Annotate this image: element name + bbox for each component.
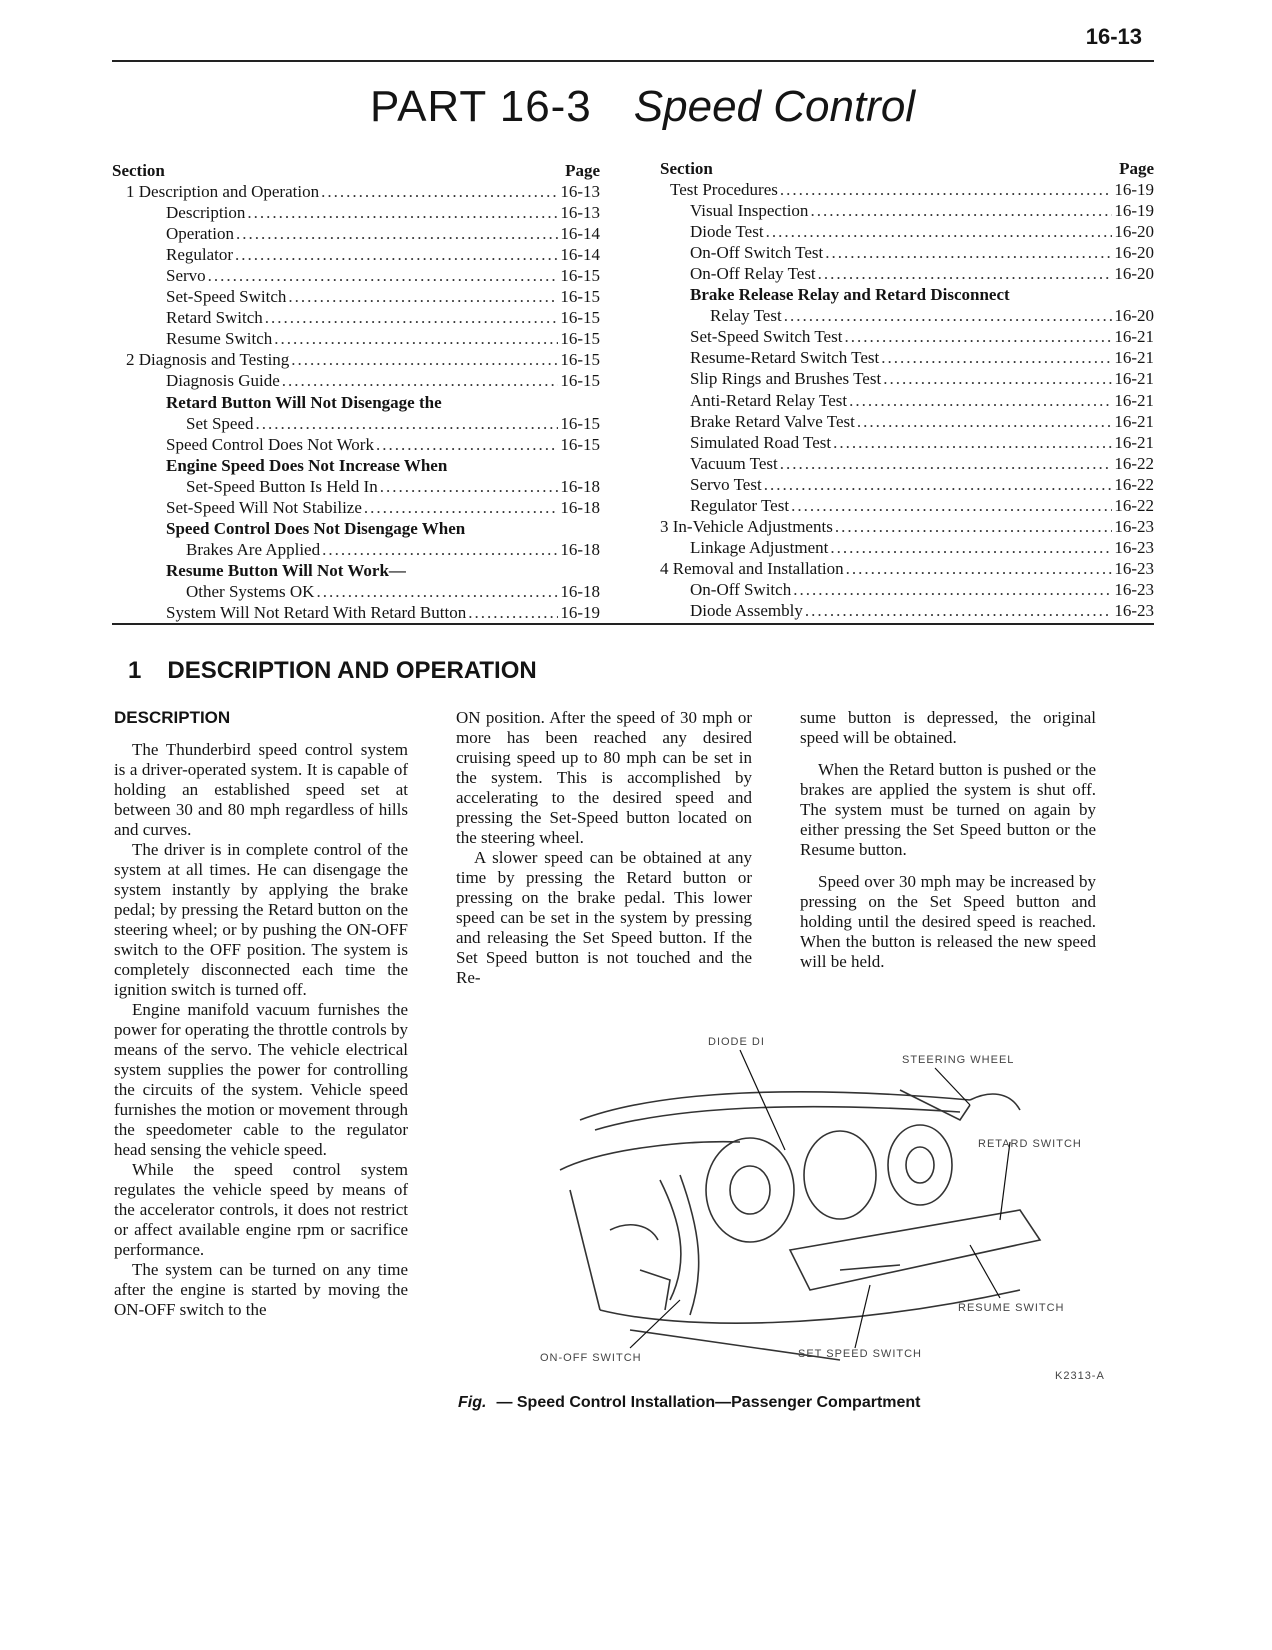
toc-entry-page: 16-20 (1114, 222, 1154, 242)
toc-entry-title: Relay Test (710, 306, 782, 326)
toc-leader-dots (881, 347, 1112, 368)
toc-entry-page: 16-23 (1114, 516, 1154, 536)
toc-entry-title: 4 Removal and Installation (660, 558, 844, 578)
text-column-3 (800, 708, 1096, 972)
toc-entry-page: 16-19 (1114, 180, 1154, 200)
figure-caption (458, 1394, 921, 1412)
steering-wheel-label: STEERING WHEEL (902, 1054, 1015, 1066)
toc-entry-page: 16-15 (560, 434, 600, 454)
toc-entry-title: Resume Button Will Not Work— (166, 560, 406, 580)
toc-entry-title: Servo Test (690, 474, 762, 494)
toc-entry-page: 16-22 (1114, 495, 1154, 515)
toc-entry-title: Resume-Retard Switch Test (690, 348, 880, 368)
toc-entry-page: 16-14 (560, 224, 600, 244)
toc-entry-title: Set Speed (186, 413, 254, 433)
toc-entry-page: 16-21 (1114, 348, 1154, 368)
toc-entry-title: 3 In-Vehicle Adjustments (660, 516, 833, 536)
toc-entry-title: 1 Description and Operation (126, 182, 320, 202)
toc-entry (112, 265, 600, 286)
toc-entry (660, 200, 1154, 221)
toc-entry (660, 284, 1154, 305)
toc-entry-page: 16-19 (560, 602, 600, 622)
toc-entry (660, 305, 1154, 326)
toc-leader-dots (857, 411, 1112, 432)
toc-leader-dots (833, 432, 1112, 453)
toc-leader-dots (265, 307, 559, 328)
paragraph: The system can be turned on any time after the engine is started by moving the ON-OFF switch to the (114, 1260, 408, 1319)
toc-leader-dots (316, 581, 558, 602)
paragraph: Speed over 30 mph may be increased by pressing on the Set Speed button and holding until the desired speed is reached. When the button is released the new speed will be held. (800, 872, 1096, 971)
toc-entry-page: 16-23 (1114, 537, 1154, 557)
paragraph: Engine manifold vacuum furnishes the power for operating the throttle controls by means of the servo. The vehicle electrical system supplies the power for controlling the circuits of the system. Vehicle speed furnishes the motion or movement through the speedometer cable to the regulator head sensing the vehicle speed. (114, 1000, 408, 1159)
page-number: 16-13 (1085, 24, 1142, 49)
toc-entry (660, 453, 1154, 474)
toc-entry-page: 16-15 (560, 413, 600, 433)
toc-entry (660, 474, 1154, 495)
toc-entry-title: Retard Button Will Not Disengage the (166, 392, 442, 412)
part-name: Speed Control (633, 82, 916, 131)
toc-leader-dots (364, 497, 558, 518)
toc-leader-dots (844, 326, 1112, 347)
toc-entry-title: Brake Retard Valve Test (690, 411, 855, 431)
toc-entry-page: 16-20 (1114, 306, 1154, 326)
toc-entry-title: Operation (166, 224, 234, 244)
toc-section-label: Section (660, 159, 713, 178)
toc-entry-page: 16-21 (1114, 411, 1154, 431)
toc-entry-title: Set-Speed Will Not Stabilize (166, 497, 362, 517)
toc-leader-dots (274, 328, 558, 349)
toc-entry (660, 579, 1154, 600)
toc-entry-title: Slip Rings and Brushes Test (690, 369, 882, 389)
section-heading (128, 657, 537, 685)
toc-entry-page: 16-15 (560, 371, 600, 391)
toc-leader-dots (835, 516, 1113, 537)
toc-entry (660, 600, 1154, 621)
header-rule (112, 60, 1154, 62)
toc-entry-page: 16-23 (1114, 579, 1154, 599)
part-number: PART 16-3 (370, 82, 592, 131)
toc-entry (112, 307, 600, 328)
toc-entry-title: Regulator (166, 245, 234, 265)
toc-leader-dots (793, 579, 1112, 600)
toc-entry (660, 432, 1154, 453)
toc-entry-title: On-Off Switch (690, 579, 792, 599)
toc-entry-page: 16-21 (1114, 390, 1154, 410)
toc-leader-dots (825, 242, 1112, 263)
toc-entry (660, 179, 1154, 200)
toc-entry (660, 263, 1154, 284)
toc-entry (660, 242, 1154, 263)
toc-entry (112, 518, 600, 539)
toc-entry (112, 181, 600, 202)
toc-entry-title: On-Off Switch Test (690, 243, 824, 263)
toc-entry-page: 16-19 (1114, 201, 1154, 221)
toc-entry-page: 16-15 (560, 308, 600, 328)
toc-entry (660, 347, 1154, 368)
toc-leader-dots (256, 413, 559, 434)
page-title (370, 82, 915, 132)
toc-entry (112, 581, 600, 602)
paragraph: When the Retard button is pushed or the brakes are applied the system is shut off. The system must be turned on again by either pressing the Set Speed button or the Resume button. (800, 760, 1096, 859)
toc-page-label: Page (565, 161, 600, 180)
set-speed-switch-label: SET SPEED SWITCH (798, 1348, 922, 1360)
toc-entry-page: 16-21 (1114, 432, 1154, 452)
text-column-1 (114, 708, 408, 1320)
toc-entry-page: 16-15 (560, 350, 600, 370)
toc-entry-page: 16-14 (560, 245, 600, 265)
toc-entry-title: Set-Speed Switch Test (690, 327, 843, 347)
toc-section-label: Section (112, 161, 165, 180)
toc-entry-page: 16-13 (560, 182, 600, 202)
toc-entry-page: 16-23 (1114, 600, 1154, 620)
toc-entry (660, 558, 1154, 579)
toc-entry-page: 16-22 (1114, 474, 1154, 494)
toc-entry-title: Set-Speed Switch (166, 287, 287, 307)
toc-header (660, 158, 1154, 179)
toc-entry (112, 497, 600, 518)
paragraph: A slower speed can be obtained at any time by pressing the Retard button or pressing on the brake pedal. This lower speed can be set in the system by pressing and releasing the Set Speed button. If the Set Speed button is not touched and the Re- (456, 848, 752, 987)
toc-leader-dots (291, 349, 558, 370)
toc-entry-title: Brakes Are Applied (186, 539, 321, 559)
text-column-2 (456, 708, 752, 988)
toc-entry-title: Diode Test (690, 222, 764, 242)
toc-leader-dots (235, 244, 558, 265)
toc-leader-dots (322, 539, 558, 560)
toc-right (660, 158, 1154, 621)
toc-entry (112, 539, 600, 560)
toc-leader-dots (849, 390, 1112, 411)
toc-entry-title: Linkage Adjustment (690, 537, 829, 557)
toc-entry (112, 370, 600, 391)
toc-entry-page: 16-21 (1114, 369, 1154, 389)
toc-leader-dots (883, 368, 1112, 389)
toc-leader-dots (780, 453, 1113, 474)
toc-entry-title: Visual Inspection (690, 201, 809, 221)
toc-header (112, 160, 600, 181)
toc-entry (112, 455, 600, 476)
toc-entry-page: 16-20 (1114, 264, 1154, 284)
toc-entry-page: 16-20 (1114, 243, 1154, 263)
toc-entry (112, 602, 600, 623)
toc-entry-page: 16-21 (1114, 327, 1154, 347)
toc-entry (112, 560, 600, 581)
toc-entry (660, 411, 1154, 432)
toc-entry-title: Resume Switch (166, 329, 273, 349)
toc-leader-dots (282, 370, 559, 391)
toc-entry-title: Simulated Road Test (690, 432, 832, 452)
toc-entry (112, 413, 600, 434)
toc-leader-dots (208, 265, 559, 286)
paragraph: While the speed control system regulates the vehicle speed by means of the accelerator controls, it does not restrict or affect available engine rpm or sacrifice performance. (114, 1160, 408, 1259)
resume-switch-label: RESUME SWITCH (958, 1302, 1065, 1314)
toc-entry (660, 495, 1154, 516)
toc-entry-page: 16-18 (560, 497, 600, 517)
toc-entry (660, 537, 1154, 558)
toc-entry (112, 349, 600, 370)
toc-entry (660, 368, 1154, 389)
toc-entry-title: Engine Speed Does Not Increase When (166, 455, 448, 475)
toc-entry (660, 221, 1154, 242)
paragraph: The driver is in complete control of the system at all times. He can disengage the system instantly by applying the brake pedal; by pressing the Retard button on the steering wheel; or by pushing the ON-OFF switch to the OFF position. The system is completely disconnected each time the ignition switch is turned off. (114, 840, 408, 999)
toc-entry-page: 16-23 (1114, 558, 1154, 578)
paragraph: ON position. After the speed of 30 mph or more has been reached any desired cruising speed up to 80 mph can be set in the system. This is accomplished by accelerating to the desired speed and pressing the Set-Speed button located on the steering wheel. (456, 708, 752, 847)
toc-entry-title: Set-Speed Button Is Held In (186, 476, 378, 496)
toc-entry-page: 16-22 (1114, 453, 1154, 473)
section-title: DESCRIPTION AND OPERATION (167, 657, 537, 684)
toc-leader-dots (321, 181, 558, 202)
toc-entry-title: Retard Switch (166, 308, 263, 328)
toc-entry-page: 16-18 (560, 581, 600, 601)
toc-entry-page: 16-18 (560, 539, 600, 559)
toc-leader-dots (780, 179, 1112, 200)
toc-entry (112, 434, 600, 455)
toc-leader-dots (288, 286, 558, 307)
toc-entry-title: Regulator Test (690, 495, 790, 515)
paragraph: sume button is depressed, the original speed will be obtained. (800, 708, 1096, 747)
toc-entry (660, 390, 1154, 411)
toc-leader-dots (830, 537, 1112, 558)
subheading-description: DESCRIPTION (114, 708, 231, 727)
toc-leader-dots (236, 223, 558, 244)
toc-leader-dots (784, 305, 1113, 326)
toc-left (112, 160, 600, 623)
toc-entry (112, 286, 600, 307)
toc-entry (112, 476, 600, 497)
retard-switch-label: RETARD SWITCH (978, 1138, 1082, 1150)
toc-entry-page: 16-15 (560, 266, 600, 286)
toc-entry (660, 516, 1154, 537)
dashboard-illustration (540, 1030, 1100, 1385)
toc-entry-title: 2 Diagnosis and Testing (126, 350, 290, 370)
toc-entry-title: System Will Not Retard With Retard Button (166, 602, 467, 622)
toc-entry-page: 16-13 (560, 203, 600, 223)
toc-leader-dots (766, 221, 1113, 242)
figure-caption-prefix: Fig. (458, 1394, 487, 1411)
toc-leader-dots (764, 474, 1113, 495)
toc-entry-title: Diagnosis Guide (166, 371, 280, 391)
toc-leader-dots (791, 495, 1112, 516)
paragraph: The Thunderbird speed control system is a driver-operated system. It is capable of holding an established speed set at between 30 and 80 mph regardless of hills and curves. (114, 740, 408, 839)
toc-entry-title: Anti-Retard Relay Test (690, 390, 848, 410)
toc-leader-dots (805, 600, 1112, 621)
toc-entry-title: Test Procedures (670, 180, 778, 200)
figure-caption-text: — Speed Control Installation—Passenger Compartment (496, 1394, 921, 1411)
diode-label: DIODE DI (708, 1036, 765, 1048)
toc-entry (112, 244, 600, 265)
toc-entry (112, 392, 600, 413)
toc-entry (112, 328, 600, 349)
speed-control-figure (540, 1030, 1105, 1385)
toc-entry-title: Servo (166, 266, 206, 286)
toc-entry-page: 16-15 (560, 329, 600, 349)
toc-leader-dots (468, 602, 558, 623)
figure-code: K2313-A (1055, 1370, 1105, 1382)
toc-entry-title: Speed Control Does Not Disengage When (166, 518, 466, 538)
toc-entry (112, 223, 600, 244)
toc-entry-title: Brake Release Relay and Retard Disconnect (690, 285, 1010, 305)
toc-entry-title: Vacuum Test (690, 453, 778, 473)
toc-entry-title: Speed Control Does Not Work (166, 434, 374, 454)
toc-entry-title: On-Off Relay Test (690, 264, 816, 284)
toc-leader-dots (810, 200, 1112, 221)
toc-entry-title: Diode Assembly (690, 600, 803, 620)
toc-leader-dots (376, 434, 558, 455)
toc-leader-dots (380, 476, 559, 497)
toc-divider (112, 623, 1154, 625)
on-off-switch-label: ON-OFF SWITCH (540, 1352, 642, 1364)
toc-entry-title: Description (166, 203, 246, 223)
toc-entry (112, 202, 600, 223)
toc-entry-page: 16-15 (560, 287, 600, 307)
toc-page-label: Page (1119, 159, 1154, 178)
toc-leader-dots (247, 202, 558, 223)
toc-entry (660, 326, 1154, 347)
toc-entry-title: Other Systems OK (186, 581, 315, 601)
toc-leader-dots (818, 263, 1113, 284)
toc-entry-page: 16-18 (560, 476, 600, 496)
toc-leader-dots (846, 558, 1113, 579)
section-number: 1 (128, 657, 142, 684)
